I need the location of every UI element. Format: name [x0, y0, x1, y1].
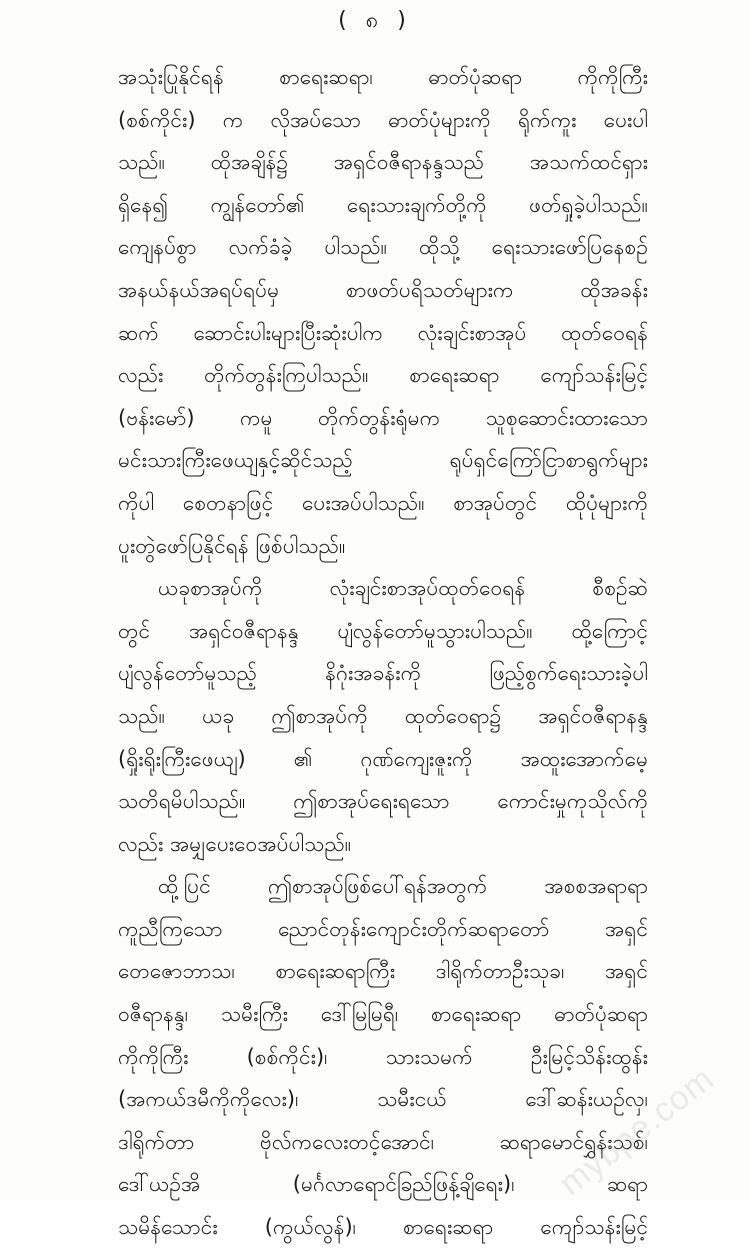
- text-line: ကိုကိုကြီး (စစ်ကိုင်း)၊ သားသမက် ဦးမြင့်သိန်းထွန်း: [118, 1044, 648, 1069]
- text-line: ကျေနပ်စွာ လက်ခံခဲ့ ပါသည်။ ထိုသို့ ရေးသားဖော်ပြနေစဉ်: [118, 235, 648, 260]
- text-line: တေဇောဘာသ၊ စာရေးဆရာကြီး ဒါရိုက်တာဦးသုခ၊ အရှင်: [118, 959, 648, 984]
- text-line: ရှိနေ၍ ကျွန်တော်၏ ရေးသားချက်တို့ကို ဖတ်ရှုခဲ့ပါသည်။: [118, 192, 648, 217]
- text-line: ပူးတွဲဖော်ပြနိုင်ရန် ဖြစ်ပါသည်။: [118, 533, 346, 558]
- paragraph-start-line: ယခုစာအုပ်ကို လုံးချင်းစာအုပ်ထုတ်ဝေရန် စီစဉ်ဆဲ: [158, 576, 648, 601]
- text-line: ဝဇီရာနန္ဒ၊ သမီးကြီး ဒေါ်မြမြရီ၊ စာရေးဆရာ ဓာတ်ပုံဆရာ: [118, 1002, 648, 1027]
- text-line: တွင် အရှင်ဝဇီရာနန္ဒ ပျံလွန်တော်မူသွားပါသည်။ ထို့ကြောင့်: [118, 618, 648, 643]
- text-line: ကိုပါ စေတနာဖြင့် ပေးအပ်ပါသည်။ စာအုပ်တွင် ထိုပုံများကို: [118, 490, 648, 515]
- text-line: သတိရမိပါသည်။ ဤစာအုပ်ရေးရသော ကောင်းမှုကုသိုလ်ကို: [118, 789, 648, 814]
- text-line: သည်။ ထိုအချိန်၌ အရှင်ဝဇီရာနန္ဒသည် အသက်ထင်ရှား: [118, 150, 648, 175]
- text-line: အသုံးပြုနိုင်ရန် စာရေးဆရာ၊ ဓာတ်ပုံဆရာ ကိုကိုကြီး: [118, 65, 648, 89]
- text-line: (ရှိုးရိုးကြီးဖေယျ) ၏ ဂုဏ်ကျေးဇူးကို အထူးအောက်မေ့: [118, 746, 648, 771]
- page-number: ( ၈ ): [338, 8, 412, 33]
- text-line: သည်။ ယခု ဤစာအုပ်ကို ထုတ်ဝေရာ၌ အရှင်ဝဇီရာနန္ဒ: [118, 703, 648, 728]
- text-line: (စစ်ကိုင်း) က လိုအပ်သော ဓာတ်ပုံများကို ရိုက်ကူး ပေးပါ: [118, 107, 648, 132]
- body-text: [118, 56, 648, 1249]
- text-line: ကူညီကြသော ညောင်တုန်းကျောင်းတိုက်ဆရာတော် အရှင်: [118, 916, 648, 941]
- text-line: လည်း အမျှပေးဝေအပ်ပါသည်။: [118, 831, 352, 856]
- text-line: ပျံလွန်တော်မူသည့် နိဂုံးအခန်းကို ဖြည့်စွက်ရေးသားခဲ့ပါ: [118, 661, 648, 686]
- watermark: mybpe.com: [552, 1059, 722, 1203]
- text-line: ဆက် ဆောင်းပါးများပြီးဆုံးပါက လုံးချင်းစာအုပ် ထုတ်ဝေရန်: [118, 320, 648, 345]
- paragraph-start-line: ထို့ပြင် ဤစာအုပ်ဖြစ်ပေါ်ရန်အတွက် အစစအရာရာ: [158, 874, 648, 899]
- text-line: သမိန်သောင်း (ကွယ်လွန်)၊ စာရေးဆရာ ကျော်သန်းမြင့်: [118, 1215, 648, 1240]
- text-line: (အကယ်ဒမီကိုကိုလေး)၊ သမီးငယ် ဒေါ်ဆန်းယဉ်လှ၊: [118, 1087, 648, 1112]
- text-line: ဒါရိုက်တာ ဗိုလ်ကလေးတင့်အောင်၊ ဆရာမောင်ရွှန်းသစ်၊: [118, 1129, 648, 1154]
- text-line: ဒေါ်ယဉ်အိ (မင်္ဂလာရောင်ခြည်ဖြန့်ချိရေး)၊ ဆရာ: [118, 1172, 648, 1197]
- text-line: လည်း တိုက်တွန်းကြပါသည်။ စာရေးဆရာ ကျော်သန်းမြင့်: [118, 363, 648, 388]
- text-line: (ဗန်းမော်) ကမူ တိုက်တွန်းရုံမက သူစုဆောင်းထားသော: [118, 405, 648, 430]
- text-line: မင်းသားကြီးဖေယျနှင့်ဆိုင်သည့် ရုပ်ရှင်ကြော်ငြာစာရွက်များ: [118, 448, 648, 473]
- text-line: အနယ်နယ်အရပ်ရပ်မှ စာဖတ်ပရိသတ်များက ထိုအခန်း: [118, 277, 648, 302]
